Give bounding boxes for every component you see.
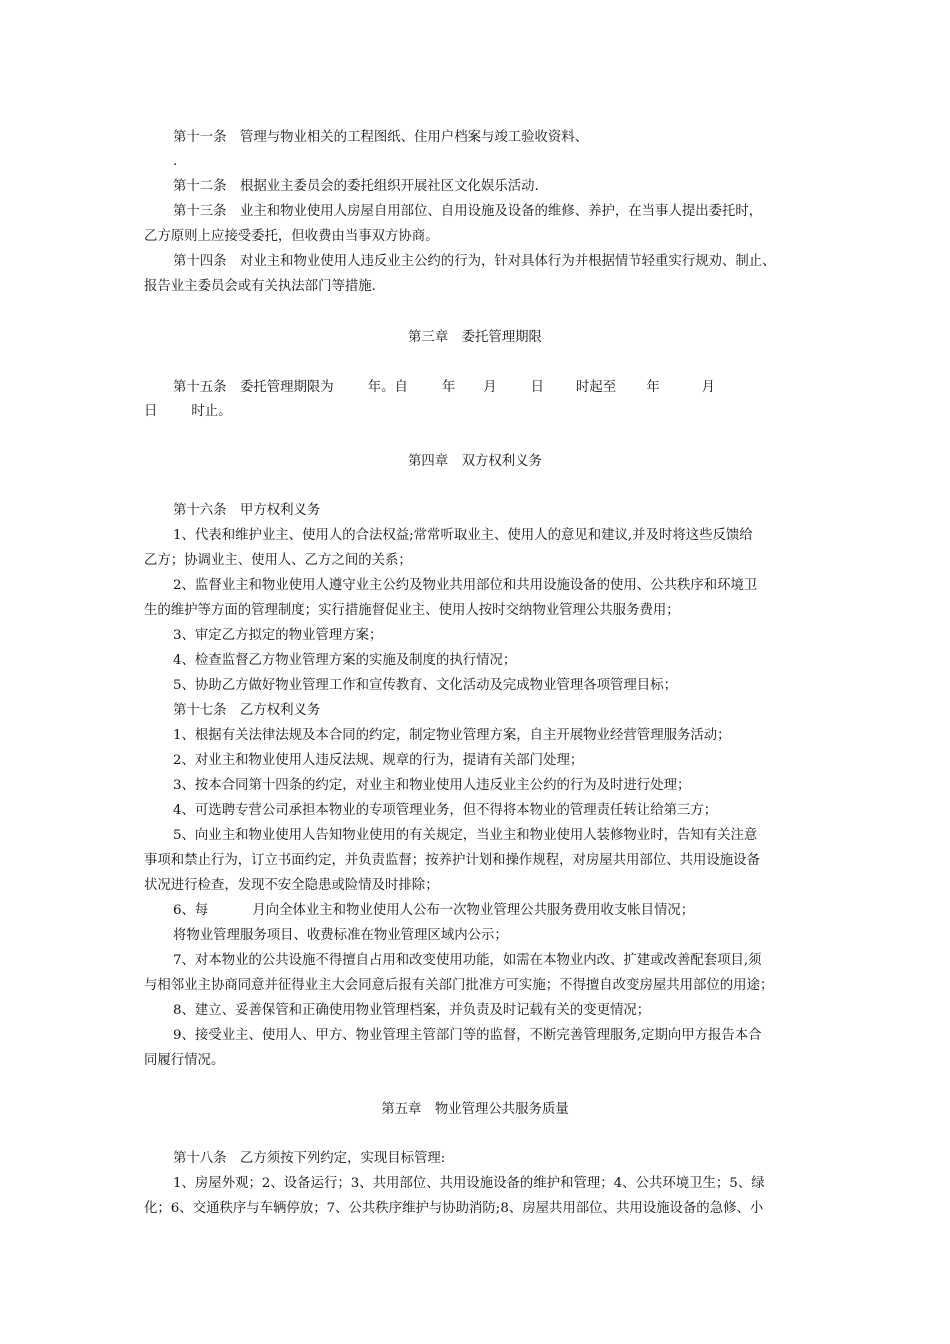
chapter-5-heading: 第五章 物业管理公共服务质量 bbox=[381, 1102, 569, 1117]
article-17-item-5-line-2: 事项和禁止行为，订立书面约定，并负责监督；按养护计划和操作规程，对房屋共用部位、共用设施设备 bbox=[144, 853, 760, 868]
article-16-item-4: 4、检查监督乙方物业管理方案的实施及制度的执行情况； bbox=[173, 653, 517, 668]
article-15-text-c: 年 bbox=[441, 380, 456, 395]
article-17-item-9-line-1: 9、接受业主、使用人、甲方、物业管理主管部门等的监督，不断完善管理服务,定期向甲方报告本合 bbox=[173, 1028, 762, 1043]
article-14-line-2: 报告业主委员会或有关执法部门等措施. bbox=[144, 279, 376, 294]
article-16-item-2-line-2: 生的维护等方面的管理制度；实行措施督促业主、使用人按时交纳物业管理公共服务费用； bbox=[144, 603, 680, 618]
article-15-text-g: 年 bbox=[646, 380, 660, 395]
article-16-item-1-line-2: 乙方；协调业主、使用人、乙方之间的关系； bbox=[144, 553, 412, 568]
article-17-item-7-line-1: 7、对本物业的公共设施不得擅自占用和改变使用功能，如需在本物业内改、扩建或改善配套项目,须 bbox=[173, 953, 762, 968]
article-15-text-f: 时起至 bbox=[576, 380, 617, 395]
article-16-item-3: 3、审定乙方拟定的物业管理方案； bbox=[173, 628, 383, 643]
article-16-item-2-line-1: 2、监督业主和物业使用人遵守业主公约及物业共用部位和共用设施设备的使用、公共秩序和环境卫 bbox=[173, 578, 758, 593]
article-16-item-1-line-1: 1、代表和维护业主、使用人的合法权益;常常听取业主、使用人的意见和建议,并及时将这些反馈给 bbox=[173, 528, 753, 543]
stray-dot: . bbox=[173, 154, 178, 169]
article-17: 第十七条 乙方权利义务 bbox=[173, 703, 321, 718]
article-18-item-1-line-2: 化；6、交通秩序与车辆停放；7、公共秩序维护与协助消防;8、房屋共用部位、共用设施设备的急修、小 bbox=[144, 1201, 764, 1216]
article-16: 第十六条 甲方权利义务 bbox=[173, 503, 321, 518]
chapter-4-heading: 第四章 双方权利义务 bbox=[408, 454, 542, 469]
article-13-line-1: 第十三条 业主和物业使用人房屋自用部位、自用设施及设备的维修、养护，在当事人提出委托时， bbox=[173, 204, 763, 219]
article-17-item-4: 4、可选聘专营公司承担本物业的专项管理业务，但不得将本物业的管理责任转让给第三方； bbox=[173, 803, 718, 818]
article-17-item-1: 1、根据有关法律法规及本合同的约定，制定物业管理方案，自主开展物业经营管理服务活动； bbox=[173, 728, 731, 743]
article-14-line-1: 第十四条 对业主和物业使用人违反业主公约的行为，针对具体行为并根据情节轻重实行规劝、制止、 bbox=[173, 254, 776, 269]
article-17-item-2: 2、对业主和物业使用人违反法规、规章的行为，提请有关部门处理； bbox=[173, 753, 584, 768]
article-17-item-6-text: 月向全体业主和物业使用人公布一次物业管理公共服务费用收支帐目情况； bbox=[252, 903, 695, 918]
article-15-text-j: 时止。 bbox=[191, 404, 232, 419]
article-15-text-h: 月 bbox=[701, 380, 715, 395]
article-13-line-2: 乙方原则上应接受委托，但收费由当事双方协商。 bbox=[144, 229, 439, 244]
article-17-item-7-line-2: 与相邻业主协商同意并征得业主大会同意后报有关部门批准方可实施；不得擅自改变房屋共用部位的用途； bbox=[144, 978, 774, 993]
article-15-text-a: 第十五条 委托管理期限为 bbox=[173, 380, 334, 395]
article-15-text-e: 日 bbox=[530, 380, 545, 395]
article-11: 第十一条 管理与物业相关的工程图纸、住用户档案与竣工验收资料、 bbox=[173, 130, 589, 145]
article-17-item-6-prefix: 6、每 bbox=[173, 903, 209, 918]
article-17-item-9-line-2: 同履行情况。 bbox=[144, 1053, 225, 1068]
article-17-item-6-line-2: 将物业管理服务项目、收费标准在物业管理区域内公示； bbox=[173, 928, 508, 943]
article-15-text-d: 月 bbox=[483, 380, 497, 395]
article-15-text-i: 日 bbox=[144, 404, 158, 419]
article-15-line-2 bbox=[144, 402, 814, 422]
article-15-line-1 bbox=[173, 378, 813, 398]
article-17-item-6-line-1 bbox=[173, 901, 843, 921]
chapter-3-heading: 第三章 委托管理期限 bbox=[408, 330, 542, 345]
article-18: 第十八条 乙方须按下列约定，实现目标管理: bbox=[173, 1151, 446, 1166]
article-17-item-5-line-1: 5、向业主和物业使用人告知物业使用的有关规定，当业主和物业使用人装修物业时，告知有关注意 bbox=[173, 828, 758, 843]
article-17-item-8: 8、建立、妥善保管和正确使用物业管理档案，并负责及时记载有关的变更情况； bbox=[173, 1003, 651, 1018]
article-16-item-5: 5、协助乙方做好物业管理工作和宣传教育、文化活动及完成物业管理各项管理目标； bbox=[173, 678, 677, 693]
article-12: 第十二条 根据业主委员会的委托组织开展社区文化娱乐活动. bbox=[173, 179, 539, 194]
article-15-text-b: 年。自 bbox=[367, 380, 408, 395]
article-17-item-5-line-3: 状况进行检查，发现不安全隐患或险情及时排除； bbox=[144, 878, 439, 893]
article-18-item-1-line-1: 1、房屋外观；2、设备运行；3、共用部位、共用设施设备的维护和管理；4、公共环境卫生；5、绿 bbox=[173, 1176, 765, 1191]
article-17-item-3: 3、按本合同第十四条的约定，对业主和物业使用人违反业主公约的行为及时进行处理； bbox=[173, 778, 691, 793]
